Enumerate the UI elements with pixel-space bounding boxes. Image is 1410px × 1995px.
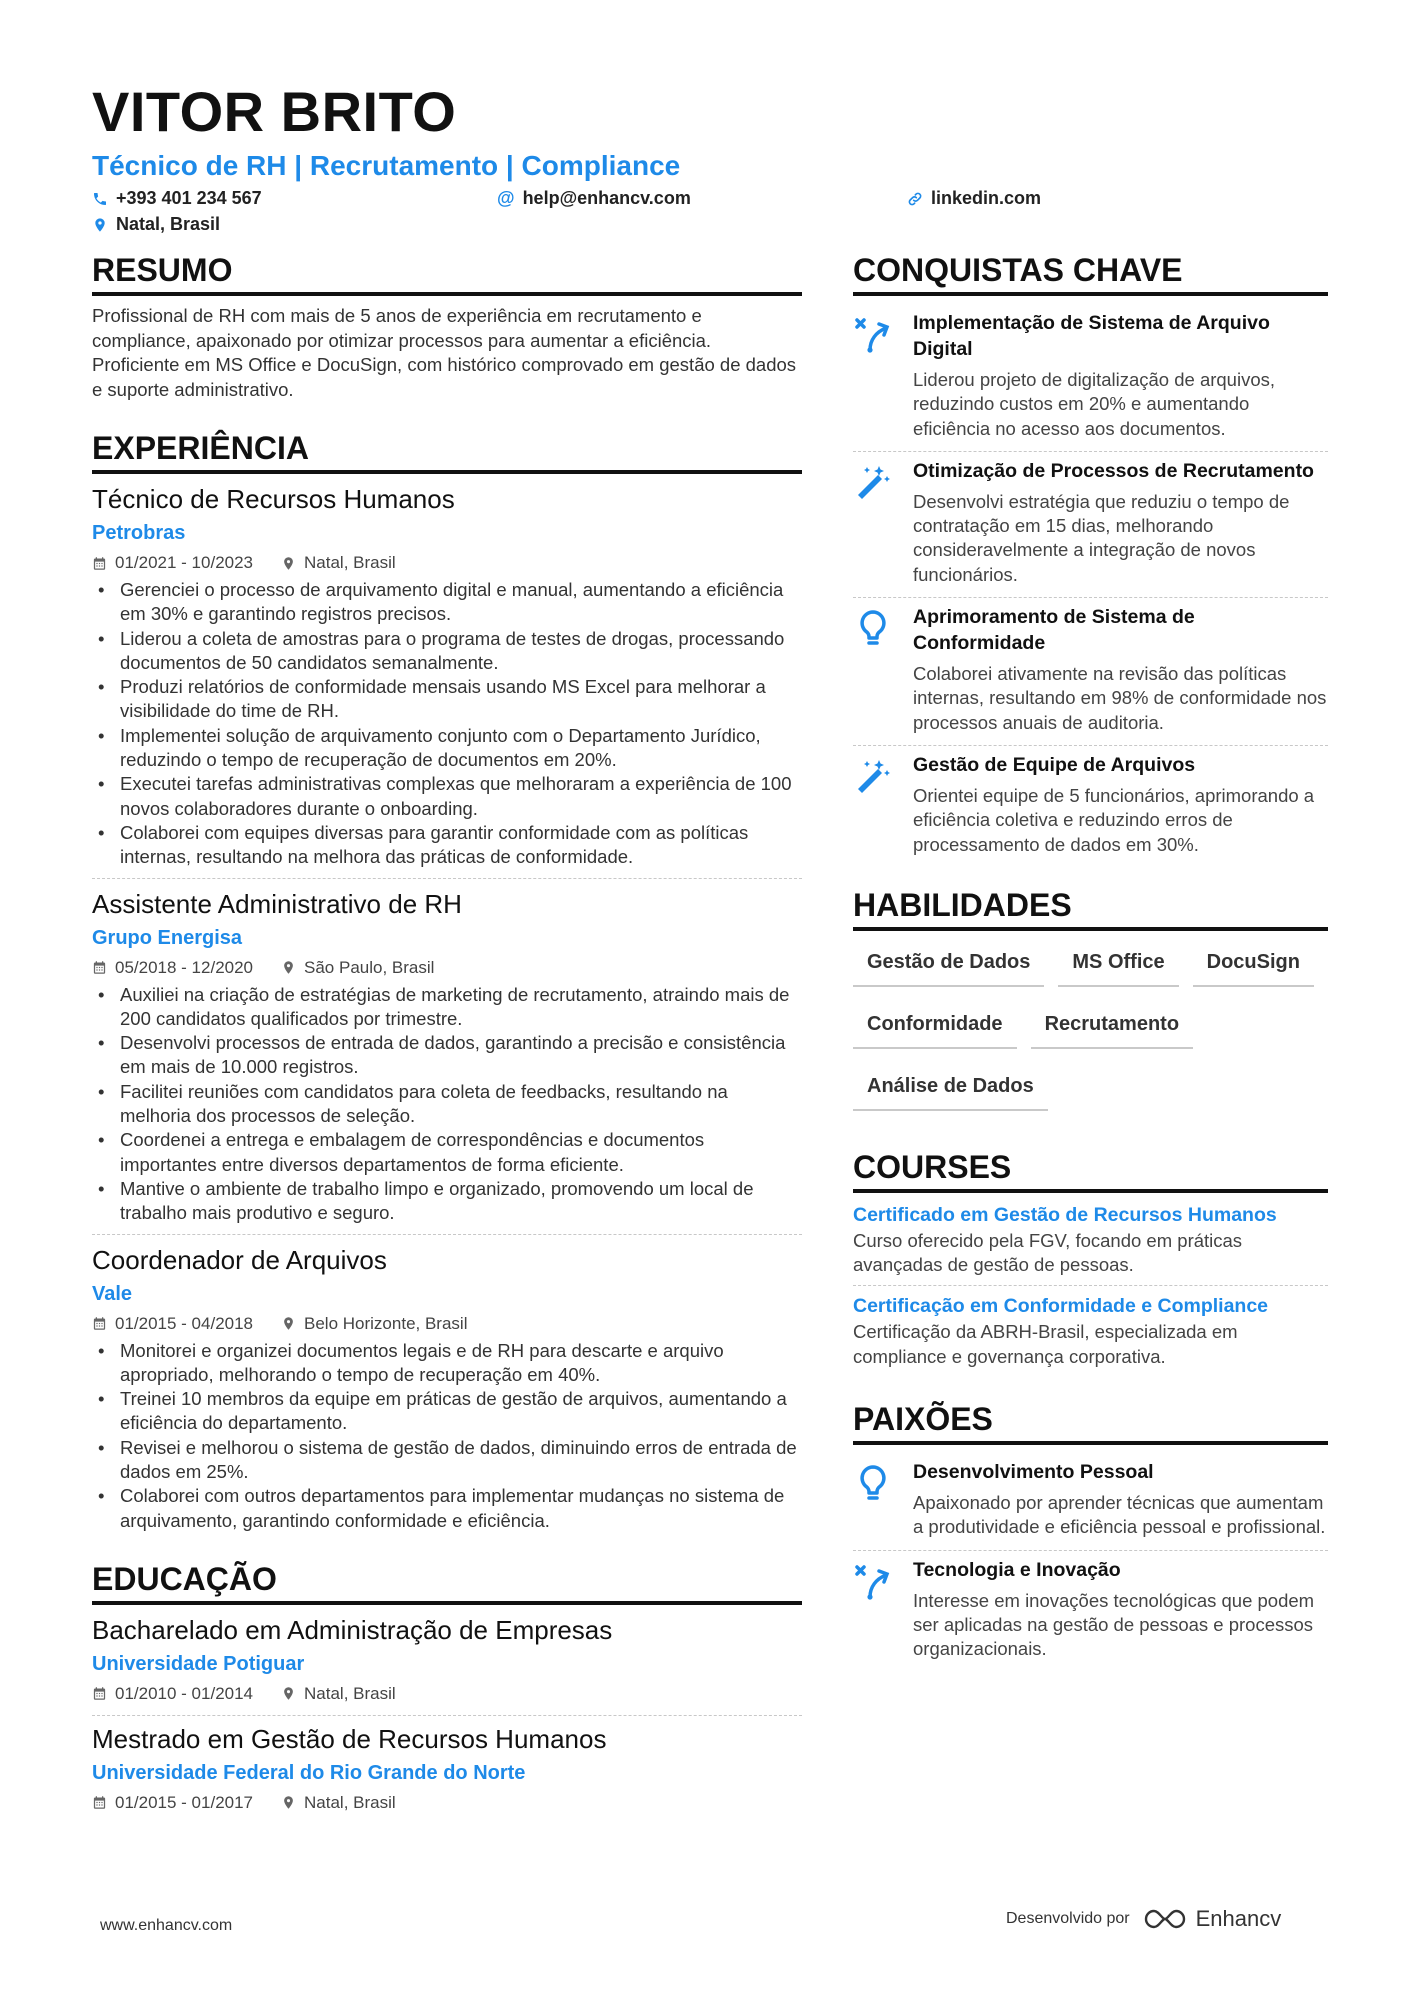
right-column [853, 250, 1328, 1672]
course-item [853, 1201, 1328, 1287]
linkedin-text[interactable]: linkedin.com [931, 188, 1042, 208]
skill-tag: Análise de Dados [853, 1063, 1048, 1111]
skill-tag: Conformidade [853, 1001, 1017, 1049]
strategy-icon [853, 1561, 893, 1601]
education-dates: 01/2010 - 01/2014 [115, 1683, 254, 1703]
location-contact [92, 214, 220, 235]
company-name: Vale [92, 1282, 133, 1305]
job-meta [92, 550, 802, 576]
achievement-desc: Colaborei ativamente na revisão das políticas internas, resultando em 98% de conformidade nos processos anuais de auditoria. [913, 663, 1327, 733]
location-text: Natal, Brasil [116, 214, 221, 234]
bullet-item: • Auxiliei na criação de estratégias de marketing de recrutamento, atraindo mais de 200 candidatos qualificados por trimestre. [92, 983, 802, 1032]
degree-title: Bacharelado em Administração de Empresas [92, 1614, 613, 1645]
magic-wand-icon [853, 462, 893, 502]
candidate-title: Técnico de RH | Recrutamento | Compliance [92, 150, 681, 181]
education-meta [92, 1681, 802, 1707]
job-location: Belo Horizonte, Brasil [304, 1313, 468, 1333]
passion-title: Tecnologia e Inovação [913, 1558, 1121, 1581]
bullet-item: • Colaborei com equipes diversas para garantir conformidade com as políticas internas, resultando na melhora das práticas de conformidade. [92, 821, 802, 870]
summary-heading: RESUMO [92, 250, 802, 296]
magic-wand-icon [853, 756, 893, 796]
resume-header [92, 78, 1332, 244]
job-title: Técnico de Recursos Humanos [92, 484, 455, 514]
phone-contact [92, 188, 262, 209]
course-title: Certificado em Gestão de Recursos Humanos [853, 1203, 1277, 1226]
job-meta [92, 1311, 802, 1337]
email-text[interactable]: help@enhancv.com [522, 188, 691, 208]
passions-heading: PAIXÕES [853, 1399, 1328, 1445]
achievement-item [853, 598, 1328, 746]
location-pin-icon [281, 556, 296, 571]
skill-tag: DocuSign [1193, 939, 1314, 987]
education-dates: 01/2015 - 01/2017 [115, 1792, 254, 1812]
location-pin-icon [281, 960, 296, 975]
at-icon: @ [497, 188, 515, 208]
footer-branding [1006, 1906, 1281, 1932]
achievement-title: Gestão de Equipe de Arquivos [913, 753, 1196, 776]
brand-name: Enhancv [1195, 1906, 1282, 1931]
email-contact[interactable] [497, 188, 691, 209]
calendar-icon [92, 556, 107, 571]
achievement-desc: Orientei equipe de 5 funcionários, aprimorando a eficiência coletiva e reduzindo erros de processamento de dados em 30%. [913, 784, 1315, 855]
job-dates: 01/2015 - 04/2018 [115, 1313, 254, 1333]
candidate-name: VITOR BRITO [92, 80, 457, 143]
education-entry [92, 1722, 802, 1824]
lightbulb-icon [853, 1463, 893, 1503]
achievement-item [853, 746, 1328, 867]
achievement-title: Aprimoramento de Sistema de Conformidade [913, 606, 1195, 655]
powered-by-text: Desenvolvido por [1006, 1910, 1130, 1927]
bullet-item: • Liderou a coleta de amostras para o programa de testes de drogas, processando documentos de 50 candidatos semanalmente. [92, 627, 802, 676]
achievement-desc: Liderou projeto de digitalização de arquivos, reduzindo custos em 20% e aumentando eficiência no acesso aos documentos. [913, 369, 1276, 439]
achievement-item [853, 452, 1328, 598]
calendar-icon [92, 960, 107, 975]
footer-website[interactable]: www.enhancv.com [100, 1917, 233, 1934]
phone-text: +393 401 234 567 [116, 188, 262, 208]
school-name: Universidade Federal do Rio Grande do Norte [92, 1761, 526, 1784]
location-pin-icon [281, 1686, 296, 1701]
course-title: Certificação em Conformidade e Compliance [853, 1295, 1269, 1318]
achievement-desc: Desenvolvi estratégia que reduziu o tempo de contratação em 15 dias, melhorando consideravelmente a integração de novos funcionários. [913, 490, 1290, 585]
job-dates: 01/2021 - 10/2023 [115, 553, 254, 572]
experience-heading: EXPERIÊNCIA [92, 428, 802, 474]
job-entry [92, 1243, 802, 1541]
bullet-item: • Coordenei a entrega e embalagem de correspondências e documentos importantes entre diversos departamentos de forma eficiente. [92, 1128, 802, 1177]
achievement-title: Otimização de Processos de Recrutamento [913, 459, 1314, 482]
skills-heading: HABILIDADES [853, 885, 1328, 931]
education-heading: EDUCAÇÃO [92, 1559, 802, 1605]
calendar-icon [92, 1686, 107, 1701]
course-desc: Curso oferecido pela FGV, focando em práticas avançadas de gestão de pessoas. [853, 1229, 1243, 1276]
bullet-item: • Facilitei reuniões com candidatos para coleta de feedbacks, resultando na melhoria dos processos de seleção. [92, 1080, 802, 1129]
bullet-item: • Mantive o ambiente de trabalho limpo e organizado, promovendo um local de trabalho mais produtivo e seguro. [92, 1177, 802, 1226]
education-location: Natal, Brasil [304, 1683, 396, 1703]
linkedin-contact[interactable] [907, 188, 1041, 209]
bullet-item: • Colaborei com outros departamentos para implementar mudanças no sistema de arquivamento, garantindo conformidade e eficiência. [92, 1484, 802, 1533]
job-bullets [92, 983, 802, 1226]
achievement-item [853, 304, 1328, 452]
company-name: Petrobras [92, 522, 186, 544]
skill-tag: Gestão de Dados [853, 939, 1044, 987]
job-entry [92, 482, 802, 879]
bullet-item: • Treinei 10 membros da equipe em práticas de gestão de arquivos, aumentando a eficiência do departamento. [92, 1387, 802, 1436]
passion-desc: Apaixonado por aprender técnicas que aumentam a produtividade e eficiência pessoal e profissional. [913, 1492, 1326, 1538]
strategy-icon [853, 314, 893, 354]
job-title: Assistente Administrativo de RH [92, 888, 462, 919]
location-pin-icon [281, 1316, 296, 1331]
job-bullets [92, 578, 802, 870]
course-desc: Certificação da ABRH-Brasil, especializada em compliance e governança corporativa. [853, 1321, 1238, 1367]
bullet-item: • Gerenciei o processo de arquivamento digital e manual, aumentando a eficiência em 30% e garantindo registros precisos. [92, 578, 802, 627]
job-meta [92, 955, 802, 981]
passion-item [853, 1551, 1328, 1672]
degree-title: Mestrado em Gestão de Recursos Humanos [92, 1723, 607, 1754]
bullet-item: • Revisei e melhorou o sistema de gestão de dados, diminuindo erros de entrada de dados em 25%. [92, 1436, 802, 1485]
bullet-item: • Executei tarefas administrativas complexas que melhoraram a experiência de 100 novos colaboradores durante o onboarding. [92, 772, 802, 821]
passion-item [853, 1453, 1328, 1551]
education-entry [92, 1613, 802, 1716]
skills-list [853, 939, 1328, 1125]
skill-tag: Recrutamento [1031, 1001, 1193, 1049]
education-location: Natal, Brasil [304, 1792, 396, 1812]
calendar-icon [92, 1316, 107, 1331]
left-column [92, 250, 802, 1830]
summary-text: Profissional de RH com mais de 5 anos de experiência em recrutamento e compliance, apaixonado por otimizar processos para aumentar a eficiência. Proficiente em MS Office e DocuSign, com histórico comprovado em gestão de dados e suporte administrativo. [92, 305, 797, 400]
bullet-item: • Desenvolvi processos de entrada de dados, garantindo a precisão e consistência em mais de 10.000 registros. [92, 1031, 802, 1080]
contact-info [92, 188, 1332, 244]
school-name: Universidade Potiguar [92, 1652, 305, 1675]
achievement-title: Implementação de Sistema de Arquivo Digital [913, 312, 1270, 360]
job-bullets [92, 1339, 802, 1533]
skill-tag: MS Office [1058, 939, 1178, 987]
education-meta [92, 1790, 802, 1816]
company-name: Grupo Energisa [92, 926, 243, 949]
passion-desc: Interesse em inovações tecnológicas que podem ser aplicadas na gestão de pessoas e processos organizacionais. [913, 1589, 1315, 1660]
achievements-heading: CONQUISTAS CHAVE [853, 250, 1328, 296]
courses-heading: COURSES [853, 1147, 1328, 1193]
phone-icon [92, 191, 108, 207]
job-location: Natal, Brasil [304, 553, 396, 572]
calendar-icon [92, 1795, 107, 1810]
job-title: Coordenador de Arquivos [92, 1244, 387, 1275]
brand-logo[interactable] [1142, 1906, 1282, 1932]
enhancv-logo-icon [1142, 1907, 1188, 1931]
passion-title: Desenvolvimento Pessoal [913, 1461, 1154, 1484]
link-icon [907, 191, 923, 207]
bullet-item: • Implementei solução de arquivamento conjunto com o Departamento Jurídico, reduzindo o tempo de recuperação de documentos em 20%. [92, 724, 802, 773]
location-pin-icon [281, 1795, 296, 1810]
job-location: São Paulo, Brasil [304, 957, 435, 977]
job-entry [92, 887, 802, 1235]
bullet-item: • Monitorei e organizei documentos legais e de RH para descarte e arquivo apropriado, melhorando o tempo de recuperação em 40%. [92, 1339, 802, 1388]
lightbulb-icon [853, 608, 893, 648]
location-pin-icon [92, 217, 108, 233]
course-item [853, 1292, 1328, 1377]
job-dates: 05/2018 - 12/2020 [115, 957, 254, 977]
bullet-item: • Produzi relatórios de conformidade mensais usando MS Excel para melhorar a visibilidade do time de RH. [92, 675, 802, 724]
